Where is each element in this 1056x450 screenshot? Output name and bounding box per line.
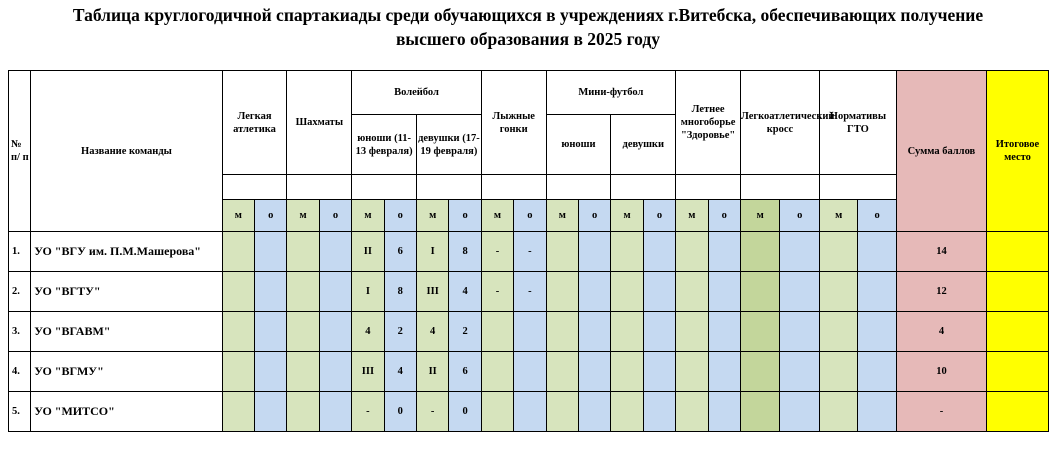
header-mf-boys: юноши xyxy=(546,115,611,175)
gto-o xyxy=(858,272,896,312)
header-gto: Нормативы ГТО xyxy=(819,71,896,175)
blank-cell xyxy=(740,175,819,200)
o-label: о xyxy=(643,200,675,232)
gto-o xyxy=(858,392,896,432)
summer-o xyxy=(708,312,740,352)
chess-o xyxy=(319,392,351,432)
volleyball-girls-points: 8 xyxy=(449,232,481,272)
summer-o xyxy=(708,272,740,312)
header-cross: Легкоатлетический кросс xyxy=(740,71,819,175)
final-place xyxy=(987,312,1049,352)
volleyball-boys-points: 2 xyxy=(384,312,416,352)
athletics-m xyxy=(222,392,254,432)
o-label: о xyxy=(708,200,740,232)
team-name: УО "МИТСО" xyxy=(31,392,222,432)
chess-o xyxy=(319,352,351,392)
page-title xyxy=(0,3,1056,51)
blank-cell xyxy=(287,175,352,200)
cross-m xyxy=(740,352,779,392)
final-place xyxy=(987,272,1049,312)
gto-m xyxy=(819,352,857,392)
m-label: м xyxy=(740,200,779,232)
sum-points: 12 xyxy=(896,272,986,312)
volleyball-girls-place: 4 xyxy=(416,312,448,352)
ski-points xyxy=(514,312,546,352)
athletics-o xyxy=(255,392,287,432)
volleyball-girls-points: 2 xyxy=(449,312,481,352)
o-label: о xyxy=(578,200,610,232)
ski-place xyxy=(481,392,513,432)
table-row xyxy=(9,232,1049,272)
mf-girls-o xyxy=(643,312,675,352)
team-name: УО "ВГТУ" xyxy=(31,272,222,312)
blank-cell xyxy=(819,175,896,200)
volleyball-girls-points: 0 xyxy=(449,392,481,432)
cross-o xyxy=(780,232,819,272)
sum-points: 14 xyxy=(896,232,986,272)
mf-girls-m xyxy=(611,312,643,352)
cross-m xyxy=(740,232,779,272)
row-num: 4. xyxy=(9,352,31,392)
sum-points: 4 xyxy=(896,312,986,352)
title-line-2: высшего образования в 2025 году xyxy=(395,29,661,49)
volleyball-boys-place: III xyxy=(352,352,384,392)
mf-boys-o xyxy=(578,272,610,312)
m-label: м xyxy=(819,200,857,232)
gto-m xyxy=(819,312,857,352)
standings-table xyxy=(8,70,1049,432)
sum-points: 10 xyxy=(896,352,986,392)
ski-place: - xyxy=(481,272,513,312)
table-body xyxy=(9,232,1049,432)
mf-girls-m xyxy=(611,232,643,272)
header-place: Итоговое место xyxy=(987,71,1049,232)
volleyball-boys-place: II xyxy=(352,232,384,272)
header-chess: Шахматы xyxy=(287,71,352,175)
blank-cell xyxy=(352,175,417,200)
m-label: м xyxy=(676,200,708,232)
cross-m xyxy=(740,392,779,432)
row-num: 2. xyxy=(9,272,31,312)
summer-m xyxy=(676,392,708,432)
ski-points xyxy=(514,392,546,432)
mf-boys-m xyxy=(546,272,578,312)
o-label: о xyxy=(255,200,287,232)
table-row xyxy=(9,312,1049,352)
blank-cell xyxy=(416,175,481,200)
o-label: о xyxy=(384,200,416,232)
gto-o xyxy=(858,352,896,392)
athletics-o xyxy=(255,312,287,352)
blank-cell xyxy=(611,175,676,200)
mf-boys-o xyxy=(578,352,610,392)
mf-girls-m xyxy=(611,392,643,432)
final-place xyxy=(987,392,1049,432)
chess-o xyxy=(319,232,351,272)
volleyball-boys-points: 4 xyxy=(384,352,416,392)
mf-girls-m xyxy=(611,352,643,392)
volleyball-girls-place: - xyxy=(416,392,448,432)
mf-boys-o xyxy=(578,232,610,272)
ski-place: - xyxy=(481,232,513,272)
athletics-o xyxy=(255,272,287,312)
final-place xyxy=(987,232,1049,272)
chess-m xyxy=(287,232,319,272)
m-label: м xyxy=(416,200,448,232)
table-row xyxy=(9,392,1049,432)
m-label: м xyxy=(546,200,578,232)
summer-o xyxy=(708,352,740,392)
ski-points: - xyxy=(514,232,546,272)
gto-m xyxy=(819,392,857,432)
ski-place xyxy=(481,312,513,352)
ski-points xyxy=(514,352,546,392)
volleyball-boys-points: 6 xyxy=(384,232,416,272)
blank-cell xyxy=(676,175,741,200)
summer-m xyxy=(676,312,708,352)
header-athletics: Легкая атлетика xyxy=(222,71,287,175)
header-num: № п/ п xyxy=(9,71,31,232)
header-team: Название команды xyxy=(31,71,222,232)
cross-o xyxy=(780,312,819,352)
blank-cell xyxy=(222,175,287,200)
cross-o xyxy=(780,392,819,432)
header-volleyball-boys: юноши (11-13 февраля) xyxy=(352,115,417,175)
summer-m xyxy=(676,232,708,272)
cross-m xyxy=(740,272,779,312)
athletics-m xyxy=(222,272,254,312)
summer-o xyxy=(708,392,740,432)
row-num: 1. xyxy=(9,232,31,272)
summer-m xyxy=(676,352,708,392)
m-label: м xyxy=(287,200,319,232)
o-label: о xyxy=(319,200,351,232)
gto-o xyxy=(858,232,896,272)
mf-boys-m xyxy=(546,232,578,272)
mf-boys-m xyxy=(546,392,578,432)
header-minifootball: Мини-футбол xyxy=(546,71,676,115)
sum-points: - xyxy=(896,392,986,432)
header-volleyball: Волейбол xyxy=(352,71,482,115)
volleyball-girls-points: 6 xyxy=(449,352,481,392)
row-num: 3. xyxy=(9,312,31,352)
table-row xyxy=(9,272,1049,312)
mf-girls-o xyxy=(643,272,675,312)
chess-o xyxy=(319,272,351,312)
mf-girls-o xyxy=(643,352,675,392)
mf-girls-o xyxy=(643,232,675,272)
chess-m xyxy=(287,272,319,312)
team-name: УО "ВГУ им. П.М.Машерова" xyxy=(31,232,222,272)
volleyball-boys-place: - xyxy=(352,392,384,432)
gto-o xyxy=(858,312,896,352)
o-label: о xyxy=(514,200,546,232)
volleyball-boys-place: I xyxy=(352,272,384,312)
table-row xyxy=(9,352,1049,392)
chess-m xyxy=(287,312,319,352)
blank-cell xyxy=(546,175,611,200)
gto-m xyxy=(819,232,857,272)
final-place xyxy=(987,352,1049,392)
row-num: 5. xyxy=(9,392,31,432)
m-label: м xyxy=(222,200,254,232)
header-sum: Сумма баллов xyxy=(896,71,986,232)
volleyball-girls-place: I xyxy=(416,232,448,272)
blank-cell xyxy=(481,175,546,200)
volleyball-boys-points: 8 xyxy=(384,272,416,312)
mf-girls-m xyxy=(611,272,643,312)
mf-boys-m xyxy=(546,352,578,392)
header-mf-girls: девушки xyxy=(611,115,676,175)
mf-boys-o xyxy=(578,312,610,352)
volleyball-boys-place: 4 xyxy=(352,312,384,352)
team-name: УО "ВГМУ" xyxy=(31,352,222,392)
cross-m xyxy=(740,312,779,352)
athletics-m xyxy=(222,352,254,392)
o-label: о xyxy=(449,200,481,232)
title-line-1: Таблица круглогодичной спартакиады среди обучающихся в учреждениях г.Витебска, обеспечивающих получение xyxy=(72,5,984,25)
volleyball-boys-points: 0 xyxy=(384,392,416,432)
summer-o xyxy=(708,232,740,272)
header-ski: Лыжные гонки xyxy=(481,71,546,175)
header-volleyball-girls: девушки (17-19 февраля) xyxy=(416,115,481,175)
ski-place xyxy=(481,352,513,392)
m-label: м xyxy=(611,200,643,232)
athletics-o xyxy=(255,352,287,392)
gto-m xyxy=(819,272,857,312)
athletics-m xyxy=(222,312,254,352)
volleyball-girls-points: 4 xyxy=(449,272,481,312)
mf-girls-o xyxy=(643,392,675,432)
chess-m xyxy=(287,352,319,392)
m-label: м xyxy=(481,200,513,232)
header-summer: Летнее многоборье "Здоровье" xyxy=(676,71,741,175)
summer-m xyxy=(676,272,708,312)
mf-boys-m xyxy=(546,312,578,352)
athletics-o xyxy=(255,232,287,272)
mf-boys-o xyxy=(578,392,610,432)
athletics-m xyxy=(222,232,254,272)
o-label: о xyxy=(780,200,819,232)
ski-points: - xyxy=(514,272,546,312)
volleyball-girls-place: II xyxy=(416,352,448,392)
chess-m xyxy=(287,392,319,432)
o-label: о xyxy=(858,200,896,232)
volleyball-girls-place: III xyxy=(416,272,448,312)
chess-o xyxy=(319,312,351,352)
team-name: УО "ВГАВМ" xyxy=(31,312,222,352)
cross-o xyxy=(780,272,819,312)
m-label: м xyxy=(352,200,384,232)
cross-o xyxy=(780,352,819,392)
